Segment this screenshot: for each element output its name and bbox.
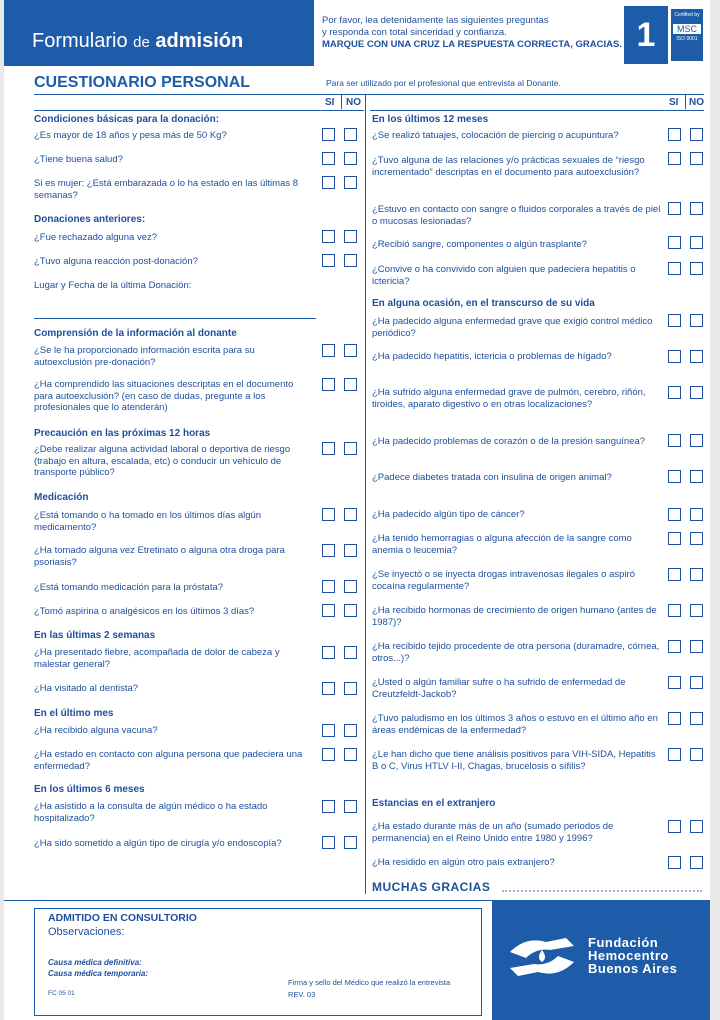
question-doctor-hospital: ¿Ha asistido a la consulta de algún médico o ha estado hospitalizado? (34, 801, 268, 824)
question-contact-sick-person: ¿Ha estado en contacto con alguna persona que padeciera una enfermedad? (34, 749, 303, 772)
question-good-health: ¿Tiene buena salud? (34, 154, 123, 165)
question-aspirin: ¿Tomó aspirina o analgésicos en los últimos 3 días? (34, 606, 255, 617)
cause-temporary-label: Causa médica temporaria: (48, 969, 149, 978)
checkbox-no[interactable] (344, 748, 357, 761)
checkbox-si[interactable] (322, 378, 335, 391)
checkbox-no[interactable] (344, 682, 357, 695)
checkbox-si[interactable] (668, 434, 681, 447)
question-drugs: ¿Se inyectó o se inyecta drogas intravenosas ilegales o aspiró cocaína regularmente? (372, 569, 635, 592)
question-hemorrhage: ¿Ha tenido hemorragias o alguna afección de la sangre como anemia o leucemia? (372, 533, 632, 556)
question-uk-stay: ¿Ha estado durante más de un año (sumado periodos de permanencia) en el Reino Unido entre 1980 y 1996? (372, 821, 614, 844)
checkbox-si[interactable] (322, 128, 335, 141)
revision-label: REV. 03 (288, 990, 316, 999)
checkbox-si[interactable] (668, 856, 681, 869)
section-previous-donations: Donaciones anteriores: (34, 214, 146, 225)
question-dentist: ¿Ha visitado al dentista? (34, 683, 139, 694)
checkbox-no[interactable] (344, 344, 357, 357)
checkbox-no[interactable] (690, 508, 703, 521)
certification-badge (670, 8, 704, 62)
checkbox-no[interactable] (690, 820, 703, 833)
checkbox-no[interactable] (690, 568, 703, 581)
checkbox-si[interactable] (668, 604, 681, 617)
checkbox-si[interactable] (322, 442, 335, 455)
checkbox-no[interactable] (690, 470, 703, 483)
question-written-info: ¿Se le ha proporcionado información escrita para su autoexclusión pre-donación? (34, 345, 255, 368)
checkbox-si[interactable] (322, 800, 335, 813)
question-risk-activity: ¿Debe realizar alguna actividad laboral o deportiva de riesgo (trabajo en altura, escalada, etc) o conducir un vehículo de transporte público? (34, 444, 291, 478)
observations-label: Observaciones: (48, 926, 125, 938)
question-rejected: ¿Fue rechazado alguna vez? (34, 232, 158, 243)
checkbox-no[interactable] (690, 202, 703, 215)
checkbox-si[interactable] (322, 544, 335, 557)
question-surgery: ¿Ha sido sometido a algún tipo de cirugía y/o endoscopía? (34, 838, 282, 849)
left-sino-sep (341, 95, 342, 109)
section-basic-conditions: Condiciones básicas para la donación: (34, 114, 220, 125)
cert-brand: MSC (673, 24, 701, 34)
form-header (4, 0, 710, 66)
checkbox-si[interactable] (668, 470, 681, 483)
header-banner (4, 0, 314, 66)
checkbox-no[interactable] (690, 434, 703, 447)
instruction-line-3: MARQUE CON UNA CRUZ LA RESPUESTA CORRECTA, GRACIAS. (322, 39, 622, 50)
checkbox-si[interactable] (668, 508, 681, 521)
checkbox-si[interactable] (668, 532, 681, 545)
divider-top (34, 94, 704, 95)
question-diabetes: ¿Padece diabetes tratada con insulina de origen animal? (372, 472, 612, 483)
checkbox-no[interactable] (690, 152, 703, 165)
checkbox-no[interactable] (344, 724, 357, 737)
question-sexual-risk: ¿Tuvo alguna de las relaciones y/o prácticas sexuales de “riesgo incrementado” descriptas en el documento para autoexclusión? (372, 155, 645, 178)
checkbox-no[interactable] (344, 442, 357, 455)
cert-iso: ISO 9001 (676, 36, 698, 42)
section-abroad: Estancias en el extranjero (372, 798, 496, 809)
form-title (32, 30, 243, 53)
section-last-6-months: En los últimos 6 meses (34, 784, 145, 795)
foundation-name (588, 936, 677, 975)
title-word-1: Formulario (32, 30, 128, 52)
question-vaccine: ¿Ha recibido alguna vacuna? (34, 725, 158, 736)
question-taking-medication: ¿Está tomando o ha tomado en los últimos días algún medicamento? (34, 510, 262, 533)
form-sheet (4, 0, 710, 1020)
label-last-donation: Lugar y Fecha de la última Donación: (34, 280, 192, 291)
checkbox-si[interactable] (322, 748, 335, 761)
admitted-label: ADMITIDO EN CONSULTORIO (48, 912, 197, 924)
checkbox-no[interactable] (690, 748, 703, 761)
signature-label: Firma y sello del Médico que realizó la entrevista (288, 978, 451, 987)
question-creutzfeldt: ¿Usted o algún familiar sufre o ha sufrido de enfermedad de Creutzfeldt-Jackob? (372, 677, 626, 700)
divider-right-header (370, 110, 704, 111)
checkbox-no[interactable] (690, 236, 703, 249)
right-si-label: SI (669, 97, 679, 108)
checkbox-no[interactable] (690, 712, 703, 725)
checkbox-no[interactable] (344, 544, 357, 557)
checkbox-no[interactable] (690, 386, 703, 399)
checkbox-no[interactable] (344, 508, 357, 521)
checkbox-si[interactable] (668, 152, 681, 165)
question-tattoos: ¿Se realizó tatuajes, colocación de piercing o acupuntura? (372, 130, 619, 141)
checkbox-no[interactable] (690, 856, 703, 869)
checkbox-si[interactable] (322, 646, 335, 659)
checkbox-si[interactable] (322, 508, 335, 521)
header-instructions (322, 15, 622, 51)
checkbox-no[interactable] (344, 646, 357, 659)
checkbox-si[interactable] (668, 350, 681, 363)
checkbox-si[interactable] (322, 580, 335, 593)
question-fever: ¿Ha presentado fiebre, acompañada de dolor de cabeza y malestar general? (34, 647, 280, 670)
logo-line-1: Fundación (588, 935, 659, 950)
checkbox-si[interactable] (322, 152, 335, 165)
thanks-text: MUCHAS GRACIAS (372, 880, 491, 894)
questionnaire-subtitle: Para ser utilizado por el profesional que entrevista al Donante. (326, 78, 561, 88)
cause-definitive-label: Causa médica definitiva: (48, 958, 142, 967)
checkbox-no[interactable] (690, 604, 703, 617)
checkbox-si[interactable] (322, 604, 335, 617)
question-organ-disease: ¿Ha sufrido alguna enfermedad grave de pulmón, cerebro, riñón, tiroides, aparato digestivo o en otras localizaciones? (372, 387, 646, 410)
question-etretinato: ¿Ha tomado alguna vez Etretinato o alguna otra droga para psoriasis? (34, 545, 285, 568)
checkbox-no[interactable] (344, 378, 357, 391)
question-tissue: ¿Ha recibido tejido procedente de otra persona (duramadre, córnea, otros...)? (372, 641, 660, 664)
checkbox-no[interactable] (690, 350, 703, 363)
question-serious-illness: ¿Ha padecido alguna enfermedad grave que exigió control médico periódico? (372, 316, 653, 339)
question-post-donation-reaction: ¿Tuvo alguna reacción post-donación? (34, 256, 198, 267)
question-heart: ¿Ha padecido problemas de corazón o de la presión sanguínea? (372, 436, 646, 447)
question-understood: ¿Ha comprendido las situaciones descriptas en el documento para autoexclusión? (en caso de dudas, pregunte a los profesionales que lo atenderán) (34, 379, 294, 413)
question-blood-contact: ¿Estuvo en contacto con sangre o fluidos corporales a través de piel o mucosas lesionadas? (372, 204, 661, 227)
checkbox-no[interactable] (690, 262, 703, 275)
checkbox-no[interactable] (344, 254, 357, 267)
section-last-2-weeks: En las últimas 2 semanas (34, 630, 156, 641)
foundation-logo-block (492, 900, 710, 1020)
checkbox-si[interactable] (322, 344, 335, 357)
logo-line-2: Hemocentro (588, 948, 669, 963)
question-hepatitis-cohabitant: ¿Convive o ha convivido con alguien que padeciera hepatitis o ictericia? (372, 264, 636, 287)
hands-drop-icon (506, 932, 578, 982)
checkbox-no[interactable] (690, 128, 703, 141)
question-growth-hormone: ¿Ha recibido hormonas de crecimiento de origen humano (antes de 1987)? (372, 605, 657, 628)
section-next-12-hours: Precaución en las próximas 12 horas (34, 428, 211, 439)
question-prostate: ¿Está tomando medicación para la próstata? (34, 582, 224, 593)
instruction-line-1: Por favor, lea detenidamente las siguientes preguntas (322, 15, 549, 26)
thanks-dotted-line (502, 884, 702, 892)
checkbox-si[interactable] (322, 682, 335, 695)
checkbox-no[interactable] (690, 676, 703, 689)
question-other-country: ¿Ha residido en algún otro país extranjero? (372, 857, 555, 868)
checkbox-no[interactable] (690, 314, 703, 327)
section-donor-information: Comprensión de la información al donante (34, 328, 237, 339)
checkbox-si[interactable] (322, 176, 335, 189)
left-si-label: SI (325, 97, 335, 108)
title-word-3: admisión (155, 30, 244, 52)
column-divider (365, 94, 366, 894)
checkbox-no[interactable] (344, 800, 357, 813)
checkbox-no[interactable] (344, 230, 357, 243)
question-positive-tests: ¿Le han dicho que tiene análisis positivos para VIH-SIDA, Hepatitis B o C, Virus HTLV I-II, Chagas, brucelosis o sífilis? (372, 749, 656, 772)
question-transplant: ¿Recibió sangre, componentes o algún trasplante? (372, 239, 587, 250)
checkbox-si[interactable] (668, 236, 681, 249)
checkbox-si[interactable] (322, 724, 335, 737)
form-code: FC 05 01 (48, 990, 75, 997)
instruction-line-2: y responda con total sinceridad y confianza. (322, 27, 507, 38)
checkbox-si[interactable] (668, 202, 681, 215)
divider-left-mid (34, 318, 316, 319)
title-word-2: de (133, 34, 150, 51)
checkbox-si[interactable] (322, 836, 335, 849)
page-number: 1 (624, 6, 668, 64)
cert-top-text: Certified by (674, 12, 700, 18)
question-cancer: ¿Ha padecido algún tipo de cáncer? (372, 509, 525, 520)
logo-line-3: Buenos Aires (588, 961, 678, 976)
checkbox-no[interactable] (690, 532, 703, 545)
checkbox-no[interactable] (344, 152, 357, 165)
checkbox-si[interactable] (668, 712, 681, 725)
checkbox-si[interactable] (322, 230, 335, 243)
checkbox-si[interactable] (668, 262, 681, 275)
questionnaire-title: CUESTIONARIO PERSONAL (34, 74, 251, 91)
right-sino-sep (685, 95, 686, 109)
checkbox-no[interactable] (344, 128, 357, 141)
checkbox-si[interactable] (668, 676, 681, 689)
checkbox-no[interactable] (344, 580, 357, 593)
checkbox-no[interactable] (690, 640, 703, 653)
right-no-label: NO (689, 97, 704, 108)
checkbox-si[interactable] (668, 128, 681, 141)
left-no-label: NO (346, 97, 361, 108)
divider-left-header (34, 110, 364, 111)
section-last-12-months: En los últimos 12 meses (372, 114, 489, 125)
question-malaria: ¿Tuvo paludismo en los últimos 3 años o estuvo en el último año en áreas endémicas de la enfermedad? (372, 713, 658, 736)
checkbox-si[interactable] (668, 386, 681, 399)
checkbox-si[interactable] (668, 640, 681, 653)
question-age-weight: ¿Es mayor de 18 años y pesa más de 50 Kg? (34, 130, 227, 141)
checkbox-si[interactable] (322, 254, 335, 267)
section-lifetime: En alguna ocasión, en el transcurso de su vida (372, 298, 595, 309)
checkbox-no[interactable] (344, 604, 357, 617)
checkbox-si[interactable] (668, 314, 681, 327)
checkbox-no[interactable] (344, 176, 357, 189)
checkbox-si[interactable] (668, 748, 681, 761)
question-pregnant: Si es mujer: ¿Está embarazada o lo ha estado en las últimas 8 semanas? (34, 178, 299, 201)
checkbox-si[interactable] (668, 568, 681, 581)
checkbox-no[interactable] (344, 836, 357, 849)
section-medication: Medicación (34, 492, 89, 503)
checkbox-si[interactable] (668, 820, 681, 833)
question-hepatitis: ¿Ha padecido hepatitis, ictericia o problemas de hígado? (372, 351, 612, 362)
section-last-month: En el último mes (34, 708, 114, 719)
